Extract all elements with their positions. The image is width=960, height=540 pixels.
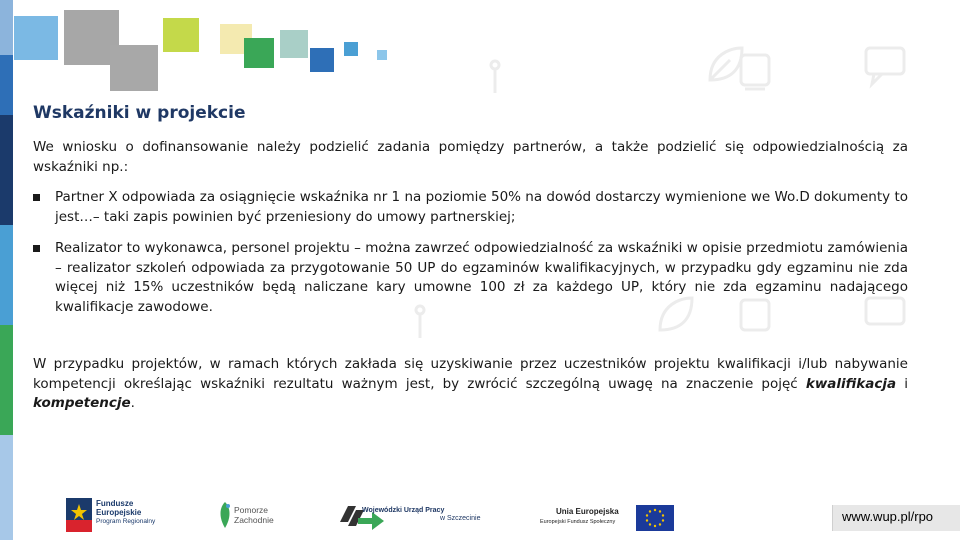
term-kwalifikacja: kwalifikacja [805, 375, 897, 392]
decor-square-8 [310, 48, 334, 72]
bullet-item [33, 239, 908, 317]
ue-line2: Europejski Fundusz Społeczny [540, 519, 616, 525]
fe-line3: Program Regionalny [96, 518, 156, 525]
wind-turbine-icon [475, 45, 515, 95]
decor-square-4 [163, 18, 199, 52]
bullet-text: Partner X odpowiada za osiągnięcie wskaźnika nr 1 na poziomie 50% na dowód dostarczy wymienione we Wo.D dokumenty to jest…– taki zapis powinien być przeniesiony do umowy partnerskiej; [55, 189, 908, 225]
decor-square-3 [110, 45, 158, 91]
website-url-box[interactable] [832, 505, 960, 531]
decor-square-6 [244, 38, 274, 68]
chat-icon [860, 40, 910, 90]
left-color-strip [0, 0, 13, 540]
unia-europejska-logo [540, 505, 680, 535]
bullet-text: Realizator to wykonawca, personel projektu – można zawrzeć odpowiedzialność za wskaźniki w opisie przedmiotu zamówienia – realizator szkoleń odpowiada za przygotowanie 50 UP do egzaminów kwalifikacyjnych, w przypadku gdy egzaminu nie zda więcej niż 15% uczestników będą naliczane kary umowne 100 zł za każdego UP, który nie zda egzaminu nadającego kwalifikacje zawodowe. [55, 240, 908, 315]
decor-square-7 [280, 30, 308, 58]
fe-line1: Fundusze [96, 499, 134, 508]
ue-line1: Unia Europejska [556, 507, 619, 516]
closing-text: W przypadku projektów, w ramach których zakłada się uzyskiwanie przez uczestników projektu kwalifikacji i/lub nabywanie kompetencji określając wskaźniki rezultatu ważnym jest, by zwrócić szczególną uwagę na znaczenie pojęć [33, 356, 908, 392]
eu-flag-icon [636, 505, 674, 531]
pomorze-leaf-icon [216, 500, 234, 530]
pomorze-zachodnie-logo [216, 500, 286, 532]
bullet-list [33, 188, 908, 329]
fundusze-europejskie-logo [66, 497, 176, 533]
closing-period: . [130, 395, 135, 411]
square-bullet-icon [33, 194, 40, 201]
slide-title: Wskaźniki w projekcie [33, 103, 246, 123]
intro-paragraph: We wniosku o dofinansowanie należy podzielić zadania pomiędzy partnerów, a także podzielić się odpowiedzialnością za wskaźniki np.: [33, 139, 908, 175]
pomorze-line1: Pomorze [234, 505, 269, 515]
decor-square-9 [344, 42, 358, 56]
fe-star-icon [66, 498, 92, 532]
closing-paragraph [33, 355, 908, 414]
website-url[interactable]: www.wup.pl/rpo [842, 509, 934, 524]
closing-conjunction: i [896, 375, 908, 392]
fe-line2: Europejskie [96, 508, 142, 517]
decor-square-1 [14, 16, 58, 60]
tram-icon [735, 45, 775, 95]
bullet-item [33, 188, 908, 227]
wup-line1: Wojewódzki Urząd Pracy [362, 507, 445, 514]
term-kompetencje: kompetencje [33, 395, 131, 411]
square-bullet-icon [33, 245, 40, 252]
wup-line2: w Szczecinie [440, 515, 481, 522]
wup-szczecin-logo [338, 500, 488, 532]
pomorze-line2: Zachodnie [234, 515, 274, 525]
